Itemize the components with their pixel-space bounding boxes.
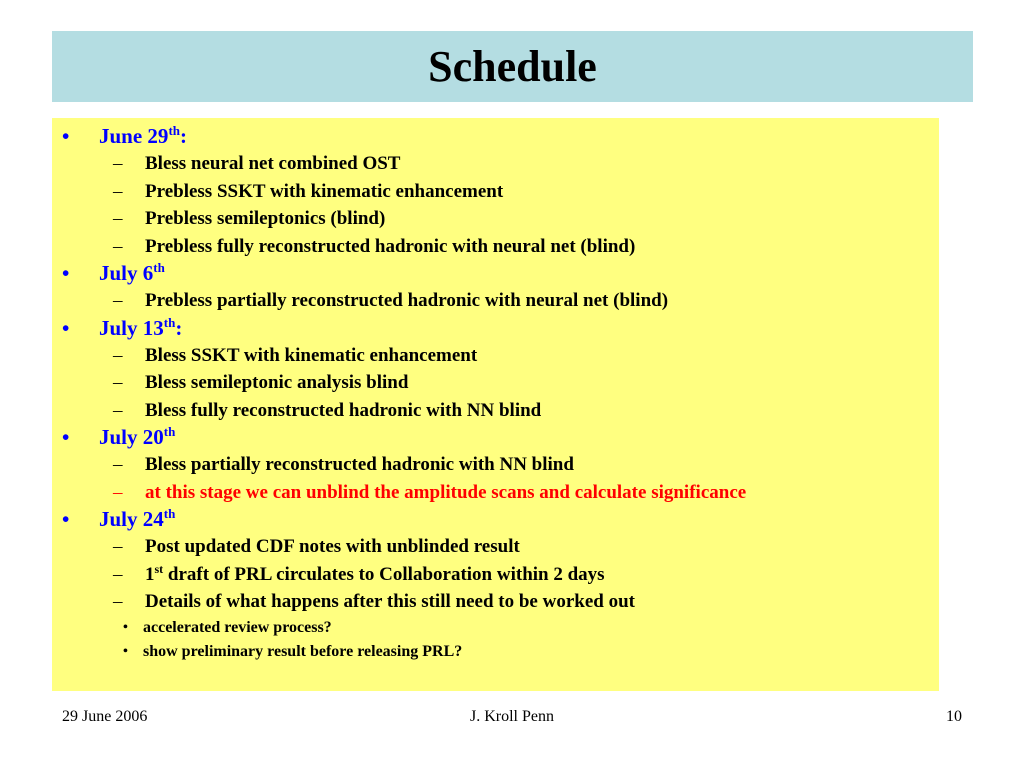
task-text: Prebless fully reconstructed hadronic with neural net (blind) bbox=[145, 235, 636, 257]
footer-author: J. Kroll Penn bbox=[470, 708, 554, 725]
task-item bbox=[99, 150, 939, 178]
date-ordinal-suffix: th bbox=[163, 314, 176, 330]
task-text: Bless partially reconstructed hadronic with NN blind bbox=[145, 454, 574, 475]
task-item bbox=[99, 533, 939, 561]
title-bar bbox=[52, 31, 973, 102]
task-text: draft of PRL circulates to Collaboration within 2 days bbox=[163, 563, 605, 585]
date-ordinal-suffix: th bbox=[168, 123, 180, 138]
dash-icon: – bbox=[113, 399, 123, 421]
task-item bbox=[99, 451, 939, 479]
dash-icon: – bbox=[113, 372, 123, 393]
schedule-date-item bbox=[52, 506, 939, 664]
footer-page-number: 10 bbox=[946, 708, 962, 725]
bullet-icon: • bbox=[62, 507, 70, 531]
date-colon: : bbox=[175, 315, 183, 340]
bullet-icon: • bbox=[62, 124, 70, 148]
schedule-date bbox=[99, 315, 182, 342]
date-ordinal-suffix: th bbox=[153, 260, 165, 275]
dash-icon: – bbox=[113, 481, 123, 503]
schedule-date bbox=[99, 123, 187, 150]
task-text: Prebless SSKT with kinematic enhancement bbox=[145, 180, 504, 202]
task-item bbox=[99, 342, 939, 370]
task-ordinal-suffix: st bbox=[154, 561, 164, 576]
bullet-icon: • bbox=[62, 315, 70, 340]
date-text: June 29 bbox=[99, 124, 169, 148]
task-item bbox=[99, 397, 939, 425]
date-ordinal-suffix: th bbox=[163, 424, 176, 439]
task-text: at this stage we can unblind the amplitude scans and calculate significance bbox=[145, 481, 747, 503]
subtask-item bbox=[99, 640, 939, 664]
subtask-text: accelerated review process? bbox=[143, 618, 332, 636]
task-text: Prebless semileptonics (blind) bbox=[145, 208, 386, 229]
date-ordinal-suffix: th bbox=[163, 506, 176, 521]
dash-icon: – bbox=[113, 290, 123, 311]
subtask-item bbox=[99, 616, 939, 640]
date-text: July 13 bbox=[99, 315, 164, 340]
task-list bbox=[99, 287, 939, 315]
dash-icon: – bbox=[113, 153, 123, 174]
schedule-date-item bbox=[52, 123, 939, 260]
task-item bbox=[99, 205, 939, 233]
task-list bbox=[99, 342, 939, 425]
dash-icon: – bbox=[113, 180, 123, 202]
date-text: July 6 bbox=[99, 261, 154, 285]
dash-icon: – bbox=[113, 344, 123, 366]
schedule-date-item bbox=[52, 315, 939, 425]
schedule-date bbox=[99, 424, 175, 451]
dash-icon: – bbox=[113, 235, 123, 257]
subtask-text: show preliminary result before releasing PRL? bbox=[143, 642, 463, 660]
task-list bbox=[99, 451, 939, 506]
content-box bbox=[52, 118, 939, 691]
footer-date: 29 June 2006 bbox=[62, 708, 148, 725]
task-text: Details of what happens after this still need to be worked out bbox=[145, 591, 635, 612]
bullet-icon: • bbox=[123, 619, 128, 635]
dash-icon: – bbox=[113, 591, 123, 612]
dash-icon: – bbox=[113, 536, 123, 557]
task-item bbox=[99, 588, 939, 616]
bullet-list bbox=[52, 123, 939, 664]
dash-icon: – bbox=[113, 208, 123, 229]
schedule-date bbox=[99, 506, 175, 533]
task-item bbox=[99, 479, 939, 507]
dash-icon: – bbox=[113, 563, 123, 585]
task-item bbox=[99, 287, 939, 315]
task-prefix: 1 bbox=[145, 563, 155, 585]
schedule-date-item bbox=[52, 424, 939, 506]
task-text: Bless SSKT with kinematic enhancement bbox=[145, 344, 478, 366]
schedule-date-item bbox=[52, 260, 939, 315]
task-text: Bless fully reconstructed hadronic with NN blind bbox=[145, 399, 542, 421]
task-text: Bless semileptonic analysis blind bbox=[145, 372, 409, 393]
bullet-icon: • bbox=[123, 643, 128, 659]
slide-title: Schedule bbox=[428, 41, 597, 91]
bullet-icon: • bbox=[62, 425, 70, 449]
task-item bbox=[99, 178, 939, 206]
date-text: July 20 bbox=[99, 425, 164, 449]
task-list bbox=[99, 533, 939, 664]
schedule-date bbox=[99, 260, 165, 287]
task-text: Post updated CDF notes with unblinded result bbox=[145, 536, 520, 557]
date-colon: : bbox=[180, 124, 187, 148]
date-text: July 24 bbox=[99, 507, 164, 531]
task-text: Prebless partially reconstructed hadronic with neural net (blind) bbox=[145, 290, 669, 311]
task-item bbox=[99, 561, 939, 589]
bullet-icon: • bbox=[62, 261, 70, 285]
task-text: Bless neural net combined OST bbox=[145, 153, 401, 174]
task-item bbox=[99, 233, 939, 261]
subtask-list bbox=[99, 616, 939, 664]
task-list bbox=[99, 150, 939, 260]
dash-icon: – bbox=[113, 454, 123, 475]
task-item bbox=[99, 369, 939, 397]
